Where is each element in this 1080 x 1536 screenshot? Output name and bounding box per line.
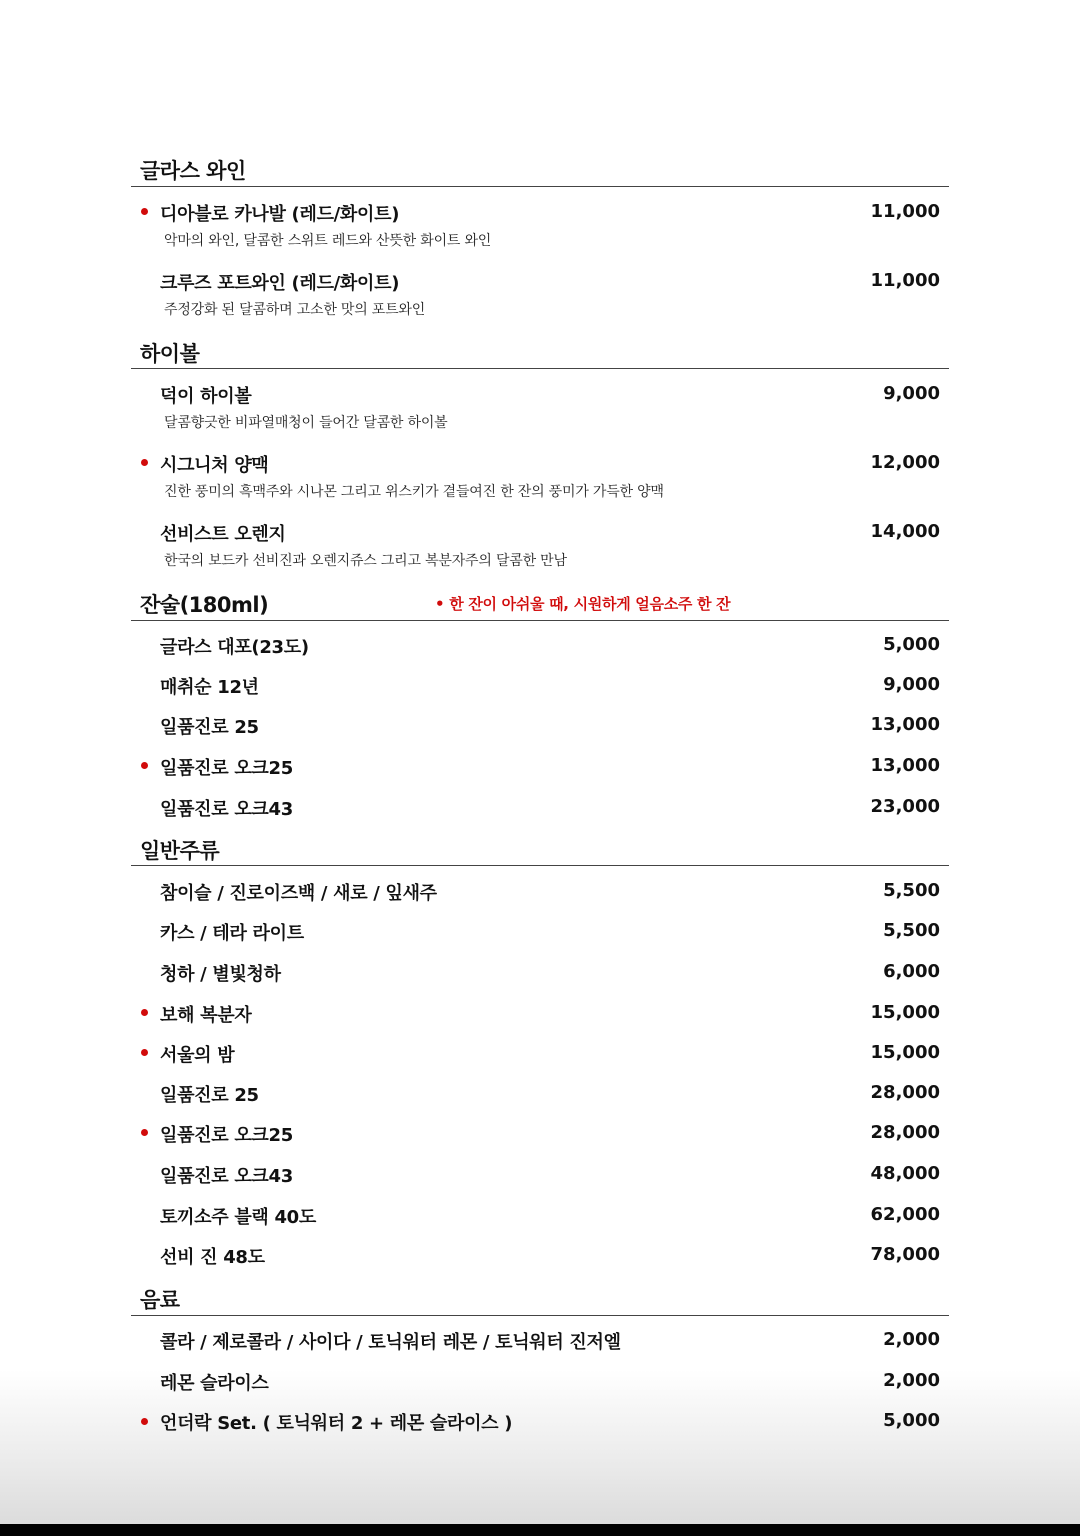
section-title-general-liquor: 일반주류	[140, 839, 220, 863]
recommend-bullet-icon	[141, 1009, 148, 1016]
menu-item-price: 5,500	[883, 920, 940, 941]
menu-item-price: 13,000	[870, 755, 940, 776]
recommend-bullet-icon	[141, 208, 148, 215]
menu-item-name: 참이슬 / 진로이즈백 / 새로 / 잎새주	[160, 883, 437, 904]
menu-item-description: 주정강화 된 달콤하며 고소한 맛의 포트와인	[164, 302, 426, 318]
menu-item-name: 일품진로 오크43	[160, 799, 293, 820]
menu-item-name: 일품진로 25	[160, 1085, 259, 1106]
section-divider	[131, 186, 949, 187]
section-title-highball: 하이볼	[140, 342, 200, 366]
menu-item-name: 일품진로 오크43	[160, 1166, 293, 1187]
menu-item-name: 레몬 슬라이스	[160, 1373, 269, 1394]
section-divider	[131, 865, 949, 866]
menu-item-description: 진한 풍미의 흑맥주와 시나몬 그리고 위스키가 곁들여진 한 잔의 풍미가 가득한 양맥	[164, 484, 664, 500]
section-title-shot: 잔술(180ml)	[140, 593, 269, 617]
recommend-bullet-icon	[141, 459, 148, 466]
menu-item-price: 78,000	[870, 1244, 940, 1265]
menu-item-description: 한국의 보드카 선비진과 오렌지쥬스 그리고 복분자주의 달콤한 만남	[164, 553, 567, 569]
menu-item-name: 청하 / 별빛청하	[160, 964, 281, 985]
menu-item-name: 디아블로 카나발 (레드/화이트)	[160, 204, 400, 225]
menu-item-price: 13,000	[870, 714, 940, 735]
menu-item-price: 15,000	[870, 1042, 940, 1063]
menu-item-name: 선비 진 48도	[160, 1247, 265, 1268]
recommend-bullet-icon	[141, 1049, 148, 1056]
menu-item-name: 선비스트 오렌지	[160, 524, 286, 545]
menu-item-price: 23,000	[870, 796, 940, 817]
menu-item-name: 카스 / 테라 라이트	[160, 923, 304, 944]
menu-item-price: 28,000	[870, 1082, 940, 1103]
menu-item-name: 보해 복분자	[160, 1005, 252, 1026]
menu-item-name: 콜라 / 제로콜라 / 사이다 / 토닉워터 레몬 / 토닉워터 진저엘	[160, 1332, 621, 1353]
section-title-glass-wine: 글라스 와인	[140, 159, 246, 183]
menu-item-price: 6,000	[883, 961, 940, 982]
menu-item-name: 토끼소주 블랙 40도	[160, 1207, 316, 1228]
section-divider	[131, 368, 949, 369]
section-divider	[131, 620, 949, 621]
section-title-beverages: 음료	[140, 1288, 180, 1312]
menu-item-name: 덕이 하이볼	[160, 386, 252, 407]
menu-item-price: 28,000	[870, 1122, 940, 1143]
menu-item-price: 11,000	[870, 201, 940, 222]
menu-item-name: 시그니처 양맥	[160, 455, 269, 476]
menu-item-name: 일품진로 오크25	[160, 758, 293, 779]
menu-item-price: 9,000	[883, 383, 940, 404]
recommend-bullet-icon	[141, 1418, 148, 1425]
menu-item-description: 악마의 와인, 달콤한 스위트 레드와 산뜻한 화이트 와인	[164, 233, 492, 249]
menu-item-name: 언더락 Set. ( 토닉워터 2 + 레몬 슬라이스 )	[160, 1413, 513, 1434]
bottom-edge-bar	[0, 1524, 1080, 1536]
menu-item-name: 글라스 대포(23도)	[160, 637, 309, 658]
menu-item-name: 크루즈 포트와인 (레드/화이트)	[160, 273, 400, 294]
section-divider	[131, 1315, 949, 1316]
menu-item-price: 62,000	[870, 1204, 940, 1225]
menu-item-name: 일품진로 25	[160, 717, 259, 738]
menu-item-price: 5,500	[883, 880, 940, 901]
menu-item-description: 달콤향긋한 비파열매청이 들어간 달콤한 하이볼	[164, 415, 448, 431]
menu-item-price: 15,000	[870, 1002, 940, 1023]
recommend-bullet-icon	[141, 1129, 148, 1136]
menu-item-price: 11,000	[870, 270, 940, 291]
menu-item-price: 5,000	[883, 634, 940, 655]
menu-item-price: 14,000	[870, 521, 940, 542]
menu-item-price: 48,000	[870, 1163, 940, 1184]
recommend-bullet-icon	[141, 762, 148, 769]
menu-item-name: 일품진로 오크25	[160, 1125, 293, 1146]
menu-item-price: 5,000	[883, 1410, 940, 1431]
menu-item-price: 12,000	[870, 452, 940, 473]
menu-item-price: 9,000	[883, 674, 940, 695]
menu-item-price: 2,000	[883, 1329, 940, 1350]
promo-note: • 한 잔이 아쉬울 때, 시원하게 얼음소주 한 잔	[435, 595, 731, 613]
menu-item-name: 서울의 밤	[160, 1045, 235, 1066]
menu-item-price: 2,000	[883, 1370, 940, 1391]
menu-item-name: 매취순 12년	[160, 677, 259, 698]
